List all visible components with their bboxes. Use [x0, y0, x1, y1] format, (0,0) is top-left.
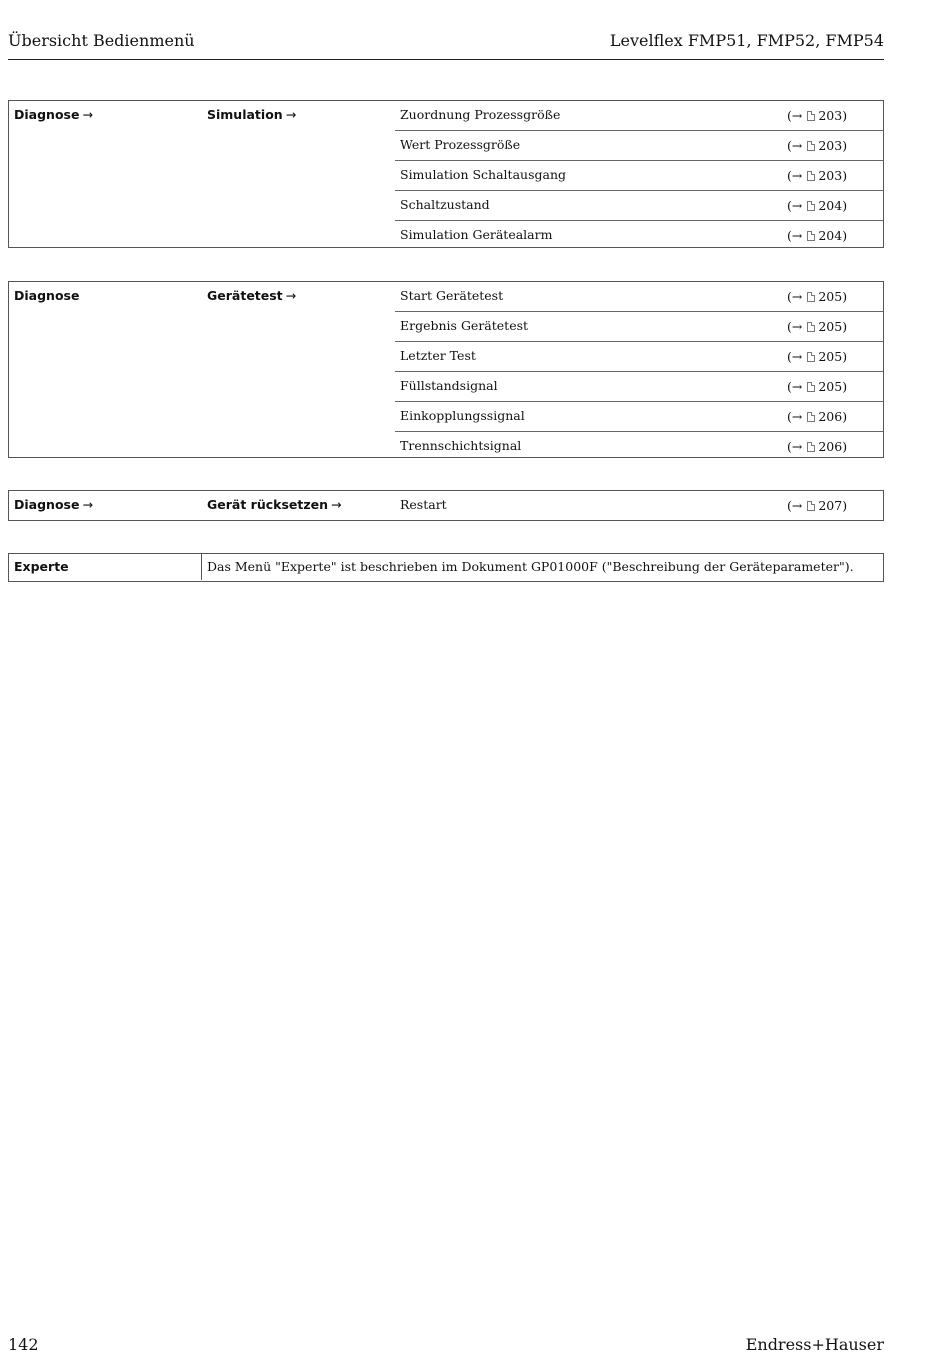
page-reference[interactable]: (→ 206) [787, 439, 848, 454]
parameter-row [395, 191, 883, 221]
parameter-row [395, 491, 883, 520]
menu-level2: Gerätetest → [207, 288, 297, 303]
page-reference[interactable]: (→ 206) [787, 409, 848, 424]
document-icon [807, 382, 815, 392]
parameter-row [395, 402, 883, 432]
parameter-label: Simulation Schaltausgang [400, 167, 566, 182]
parameter-row [395, 161, 883, 191]
page-reference[interactable]: (→ 203) [787, 168, 848, 183]
parameter-label: Wert Prozessgröße [400, 137, 521, 152]
parameter-row [395, 131, 883, 161]
document-icon [807, 171, 815, 181]
menu-block-experte [8, 553, 884, 582]
arrow-icon: → [82, 497, 93, 512]
page-reference[interactable]: (→ 204) [787, 228, 848, 243]
parameter-row [395, 432, 883, 461]
header-divider [8, 59, 884, 60]
expert-label-cell [9, 554, 202, 580]
parameter-row [395, 282, 883, 312]
menu-block-geraetetest [8, 281, 884, 458]
parameter-label: Start Gerätetest [400, 288, 504, 303]
arrow-icon: → [82, 107, 93, 122]
parameter-label: Ergebnis Gerätetest [400, 318, 529, 333]
document-icon [807, 201, 815, 211]
arrow-icon: → [331, 497, 342, 512]
menu-level1: Diagnose [14, 288, 80, 303]
document-icon [807, 292, 815, 302]
page-reference[interactable]: (→ 205) [787, 379, 848, 394]
page-reference[interactable]: (→ 207) [787, 498, 848, 513]
document-icon [807, 141, 815, 151]
page-reference[interactable]: (→ 203) [787, 138, 848, 153]
parameter-list [395, 282, 883, 461]
page-reference[interactable]: (→ 205) [787, 289, 848, 304]
parameter-row [395, 312, 883, 342]
parameter-label: Trennschichtsignal [400, 438, 522, 453]
document-icon [807, 442, 815, 452]
page-reference[interactable]: (→ 203) [787, 108, 848, 123]
document-icon [807, 412, 815, 422]
menu-level1: Diagnose → [14, 107, 93, 122]
parameter-label: Schaltzustand [400, 197, 490, 212]
menu-level1: Diagnose → [14, 497, 93, 512]
menu-level2: Simulation → [207, 107, 297, 122]
page-reference[interactable]: (→ 205) [787, 319, 848, 334]
arrow-icon: → [285, 107, 297, 122]
parameter-list [395, 101, 883, 250]
parameter-label: Zuordnung Prozessgröße [400, 107, 561, 122]
parameter-label: Simulation Gerätealarm [400, 227, 553, 242]
parameter-label: Füllstandsignal [400, 378, 498, 393]
page-number: 142 [8, 1335, 39, 1354]
document-icon [807, 111, 815, 121]
parameter-label: Restart [400, 497, 447, 512]
parameter-row [395, 342, 883, 372]
expert-label: Experte [14, 559, 69, 574]
parameter-row [395, 101, 883, 131]
parameter-list [395, 491, 883, 520]
page-reference[interactable]: (→ 205) [787, 349, 848, 364]
expert-description: Das Menü "Experte" ist beschrieben im Dokument GP01000F ("Beschreibung der Geräteparameter"). [207, 559, 854, 574]
parameter-label: Letzter Test [400, 348, 476, 363]
brand-name: Endress+Hauser [745, 1335, 884, 1354]
parameter-row [395, 221, 883, 250]
parameter-label: Einkopplungssignal [400, 408, 525, 423]
arrow-icon: → [285, 288, 297, 303]
header-product-title: Levelflex FMP51, FMP52, FMP54 [609, 31, 884, 50]
document-icon [807, 231, 815, 241]
header-section-title: Übersicht Bedienmenü [8, 31, 195, 50]
document-icon [807, 322, 815, 332]
parameter-row [395, 372, 883, 402]
menu-block-geraet-ruecksetzen [8, 490, 884, 521]
document-icon [807, 501, 815, 511]
menu-block-simulation [8, 100, 884, 248]
page-reference[interactable]: (→ 204) [787, 198, 848, 213]
document-icon [807, 352, 815, 362]
menu-level2: Gerät rücksetzen → [207, 497, 342, 512]
